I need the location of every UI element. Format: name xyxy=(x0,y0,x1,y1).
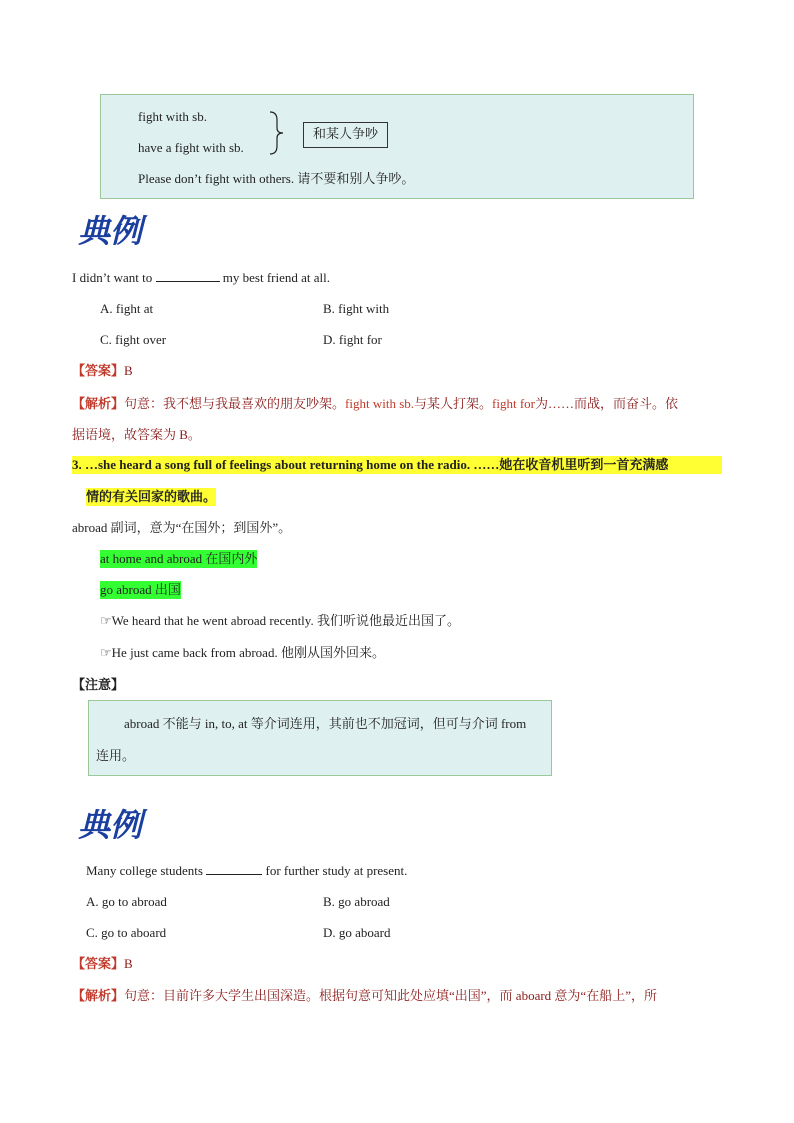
phrase-have-a-fight-with: have a fight with sb. xyxy=(138,140,244,155)
note-label: 【注意】 xyxy=(72,677,125,692)
example2-analysis-line1: 【解析】句意：目前许多大学生出国深造。根据句意可知此处应填“出国”，而 aboard 意为“在船上”，所 xyxy=(72,988,657,1003)
point3-heading-line1: 3. …she heard a song full of feelings about returning home on the radio. ……她在收音机里听到一首充满感 xyxy=(72,456,722,474)
abroad-example2: ☞He just came back from abroad. 他刚从国外回来。 xyxy=(100,645,385,660)
option-c[interactable]: C. fight over xyxy=(100,332,167,347)
example-logo-icon xyxy=(76,804,152,844)
note-line2: 连用。 xyxy=(96,748,136,763)
example2-question: Many college students for further study at present. xyxy=(86,863,408,878)
example1-question: I didn’t want to my best friend at all. xyxy=(72,270,330,285)
option-a[interactable]: A. fight at xyxy=(100,301,154,316)
phrase-at-home-and-abroad: at home and abroad 在国内外 xyxy=(100,551,258,566)
option-b[interactable]: B. fight with xyxy=(323,301,390,316)
meaning-box: 和某人争吵 xyxy=(303,122,388,148)
phrase-fight-with: fight with sb. xyxy=(138,109,207,124)
example1-answer: 【答案】B xyxy=(72,363,133,378)
example2-answer: 【答案】B xyxy=(72,956,133,971)
note-box xyxy=(88,700,552,776)
brace-icon xyxy=(268,110,286,156)
example1-analysis-line1: 【解析】句意：我不想与我最喜欢的朋友吵架。fight with sb.与某人打架。fight for为……而战，而奋斗。依 xyxy=(72,396,679,411)
answer-blank[interactable] xyxy=(156,269,220,282)
phrase-example: Please don’t fight with others. 请不要和别人争吵。 xyxy=(138,171,415,186)
option-a[interactable]: A. go to abroad xyxy=(86,894,167,909)
point3-heading-line2: 情的有关回家的歌曲。 xyxy=(86,489,217,504)
phrase-go-abroad: go abroad 出国 xyxy=(100,582,181,597)
example1-analysis-line2: 据语境，故答案为 B。 xyxy=(72,427,201,442)
option-d[interactable]: D. fight for xyxy=(323,332,382,347)
example-logo-icon xyxy=(76,210,152,250)
option-b[interactable]: B. go abroad xyxy=(323,894,390,909)
svg-text:典例: 典例 xyxy=(78,212,143,250)
option-d[interactable]: D. go aboard xyxy=(323,925,391,940)
note-line1: abroad 不能与 in, to, at 等介词连用，其前也不加冠词，但可与介词 from xyxy=(124,716,527,731)
svg-text:典例: 典例 xyxy=(78,806,143,844)
abroad-definition: abroad 副词，意为“在国外；到国外”。 xyxy=(72,520,292,535)
abroad-example1: ☞We heard that he went abroad recently. 我们听说他最近出国了。 xyxy=(100,613,460,628)
option-c[interactable]: C. go to aboard xyxy=(86,925,167,940)
answer-blank[interactable] xyxy=(206,862,262,875)
